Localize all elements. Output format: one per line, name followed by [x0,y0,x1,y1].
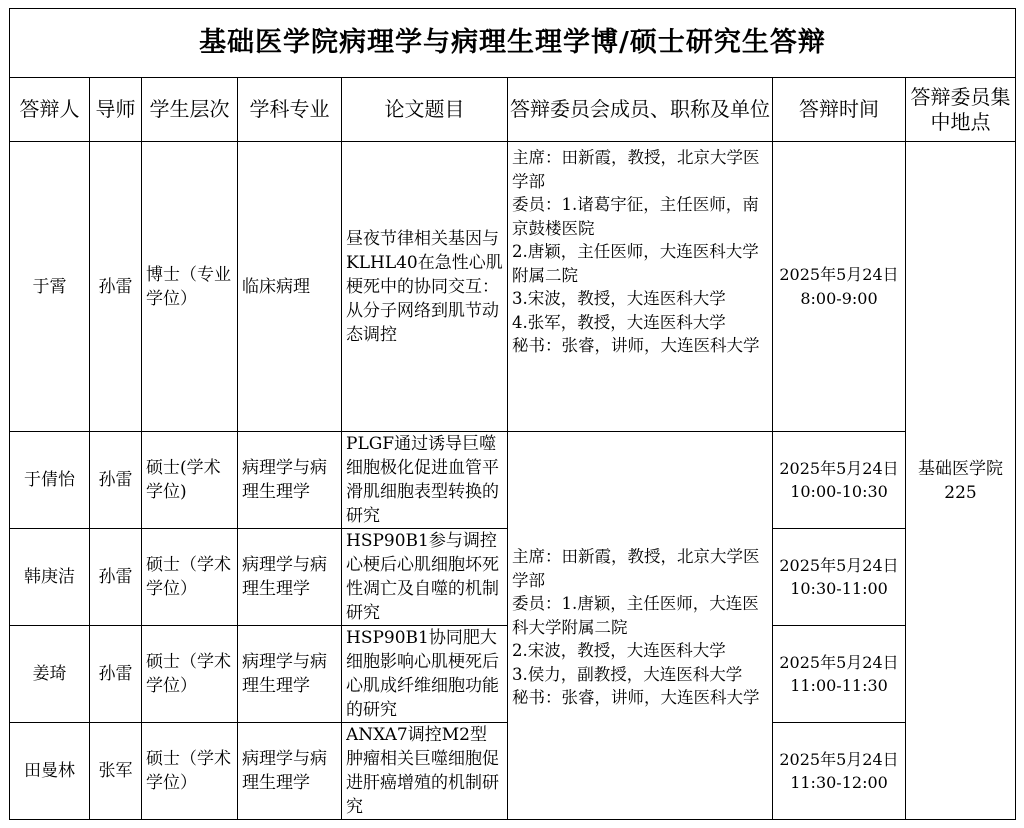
committee-chair: 主席：田新霞，教授，北京大学医学部 [512,547,760,590]
advisor-name: 孙雷 [90,432,142,529]
defense-schedule-table [9,8,1016,820]
thesis-title: 昼夜节律相关基因与KLHL40在急性心肌梗死中的协同交互：从分子网络到肌节动态调控 [342,142,508,432]
committee-member: 3.侯力，副教授，大连医科大学 [512,664,743,684]
defender-name: 田曼林 [10,723,90,820]
major: 临床病理 [238,142,342,432]
committee-member: 4.张军，教授，大连医科大学 [512,312,726,332]
student-level: 硕士(学术学位) [142,432,238,529]
committee-members [508,432,773,820]
student-level: 硕士（学术学位） [142,723,238,820]
advisor-name: 孙雷 [90,626,142,723]
student-level: 博士（专业学位） [142,142,238,432]
defender-name: 姜琦 [10,626,90,723]
major: 病理学与病理生理学 [238,529,342,626]
committee-member: 委员：1.诸葛宇征，主任医师，南京鼓楼医院 [512,195,759,238]
thesis-title: HSP90B1协同肥大细胞影响心肌梗死后心肌成纤维细胞功能的研究 [346,628,499,720]
major: 病理学与病理生理学 [238,432,342,529]
student-level: 硕士（学术学位） [142,529,238,626]
committee-members [508,142,773,432]
thesis-title: PLGF通过诱导巨噬细胞极化促进血管平滑肌细胞表型转换的研究 [346,434,499,526]
table-row [10,142,1016,432]
committee-member: 2.宋波，教授，大连医科大学 [512,641,726,661]
header-row [10,78,1016,142]
defender-name: 于霄 [10,142,90,432]
defender-name: 韩庚洁 [10,529,90,626]
student-level: 硕士（学术学位） [142,626,238,723]
advisor-name: 孙雷 [90,142,142,432]
committee-chair: 主席：田新霞，教授，北京大学医学部 [512,148,760,191]
page-title: 基础医学院病理学与病理生理学博/硕士研究生答辩 [10,9,1016,78]
thesis-title: ANXA7调控M2型肿瘤相关巨噬细胞促进肝癌增殖的机制研究 [346,725,499,817]
committee-member: 委员：1.唐颖，主任医师，大连医科大学附属二院 [512,594,759,637]
defense-time: 2025年5月24日11:30-12:00 [773,723,906,820]
header-advisor: 导师 [90,78,142,142]
assembly-location: 基础医学院225 [906,142,1016,820]
defense-time: 2025年5月24日11:00-11:30 [773,626,906,723]
header-time: 答辩时间 [773,78,906,142]
header-committee: 答辩委员会成员、职称及单位 [508,78,773,142]
defender-name: 于倩怡 [10,432,90,529]
committee-member: 2.唐颖，主任医师，大连医科大学附属二院 [512,242,759,285]
advisor-name: 张军 [90,723,142,820]
header-location: 答辩委员集中地点 [906,78,1016,142]
committee-member: 3.宋波，教授，大连医科大学 [512,289,726,308]
header-major: 学科专业 [238,78,342,142]
header-level: 学生层次 [142,78,238,142]
committee-secretary: 秘书：张睿，讲师，大连医科大学 [512,688,760,708]
table-row [10,432,1016,529]
defense-time: 2025年5月24日10:00-10:30 [773,432,906,529]
header-defender: 答辩人 [10,78,90,142]
defense-time: 2025年5月24日10:30-11:00 [773,529,906,626]
major: 病理学与病理生理学 [238,626,342,723]
advisor-name: 孙雷 [90,529,142,626]
defense-time: 2025年5月24日8:00-9:00 [773,142,906,432]
header-thesis: 论文题目 [342,78,508,142]
thesis-title: HSP90B1参与调控心梗后心肌细胞坏死性凋亡及自噬的机制研究 [346,531,499,623]
committee-secretary: 秘书：张睿，讲师，大连医科大学 [512,336,760,355]
major: 病理学与病理生理学 [238,723,342,820]
